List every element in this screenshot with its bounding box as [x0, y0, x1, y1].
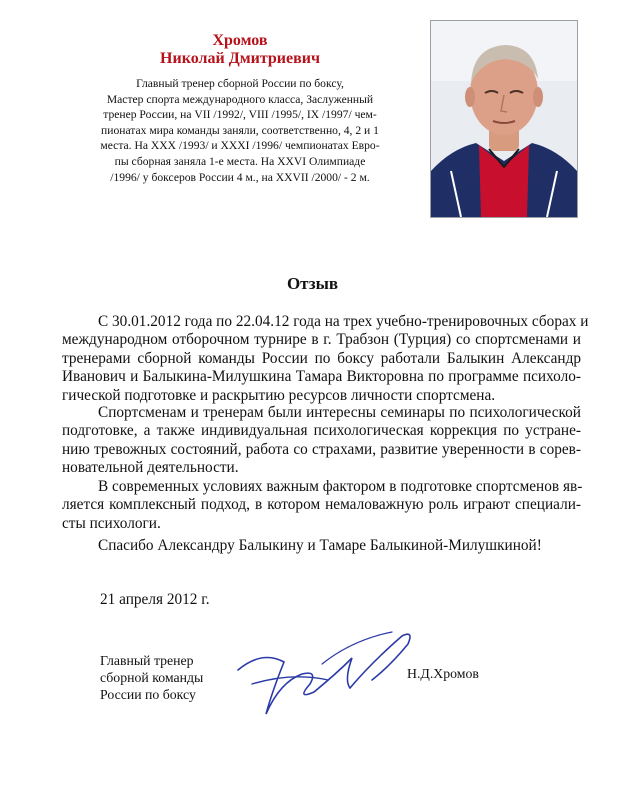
author-given-names: Николай Дмитриевич — [160, 50, 320, 67]
bio-line: Мастер спорта международного класса, Заслуженный — [106, 92, 374, 106]
text-line: С 30.01.2012 года по 22.04.12 года на трех учебно-тренировочных сборах и — [98, 313, 589, 330]
paragraph-1 — [62, 313, 589, 405]
bio-line: пионатах мира команды заняли, соответственно, 4, 2 и 1 — [101, 123, 379, 137]
text-line: нию тревожных состояний, работа со страхами, развитие уверенности в сорев- — [62, 440, 581, 458]
text-line: международном отборочном турнире в г. Трабзон (Турция) со спортсменами и — [62, 331, 581, 349]
signer-role-line: России по боксу — [100, 686, 196, 702]
text-line: Спасибо Александру Балыкину и Тамаре Балыкиной-Милушкиной! — [98, 537, 542, 554]
bio-line: Главный тренер сборной России по боксу, — [136, 77, 344, 90]
author-portrait-photo — [430, 20, 578, 218]
text-line: Спортсменам и тренерам были интересны семинары по психологической — [98, 404, 581, 421]
text-line: Иванович и Балыкина-Милушкина Тамара Викторовна по программе психоло- — [62, 368, 581, 386]
text-line: подготовке, а также индивидуальная психологическая коррекция по устране- — [62, 422, 581, 440]
text-line: гической подготовке и раскрытию ресурсов личности спортсмена. — [62, 386, 496, 404]
handwritten-signature — [232, 622, 422, 722]
document-title: Отзыв — [286, 274, 339, 293]
author-header — [70, 32, 410, 185]
signer-name: Н.Д.Хромов — [407, 666, 479, 681]
paragraph-4 — [62, 537, 581, 555]
bio-line: /1996/ у боксеров России 4 м., на XXVII /2000/ - 2 м. — [110, 170, 370, 184]
bio-line: тренер России, на VII /1992/, VIII /1995/, IX /1997/ чем- — [103, 108, 377, 122]
paragraph-2 — [62, 404, 581, 478]
text-line: В современных условиях важным фактором в подготовке спортсменов яв- — [98, 478, 583, 495]
text-line: тренерами сборной команды России по боксу работали Балыкин Александр — [62, 349, 581, 367]
bio-line: места. На XXX /1993/ и XXXI /1996/ чемпионатах Евро- — [100, 139, 380, 153]
author-bio — [70, 76, 410, 185]
text-line: сты психологи. — [62, 514, 161, 532]
signer-role — [100, 653, 203, 703]
portrait-illustration — [431, 21, 577, 217]
paragraph-3 — [62, 478, 581, 533]
signer-role-line: Главный тренер — [100, 653, 194, 668]
document-date: 21 апреля 2012 г. — [100, 591, 210, 608]
bio-line: пы сборная заняла 1-е места. На XXVI Олимпиаде — [114, 154, 366, 168]
text-line: ляется комплексный подход, в котором немаловажную роль играют специали- — [62, 496, 581, 514]
author-surname: Хромов — [212, 32, 268, 49]
text-line: новательной деятельности. — [62, 459, 239, 477]
signer-role-line: сборной команды — [100, 669, 204, 685]
